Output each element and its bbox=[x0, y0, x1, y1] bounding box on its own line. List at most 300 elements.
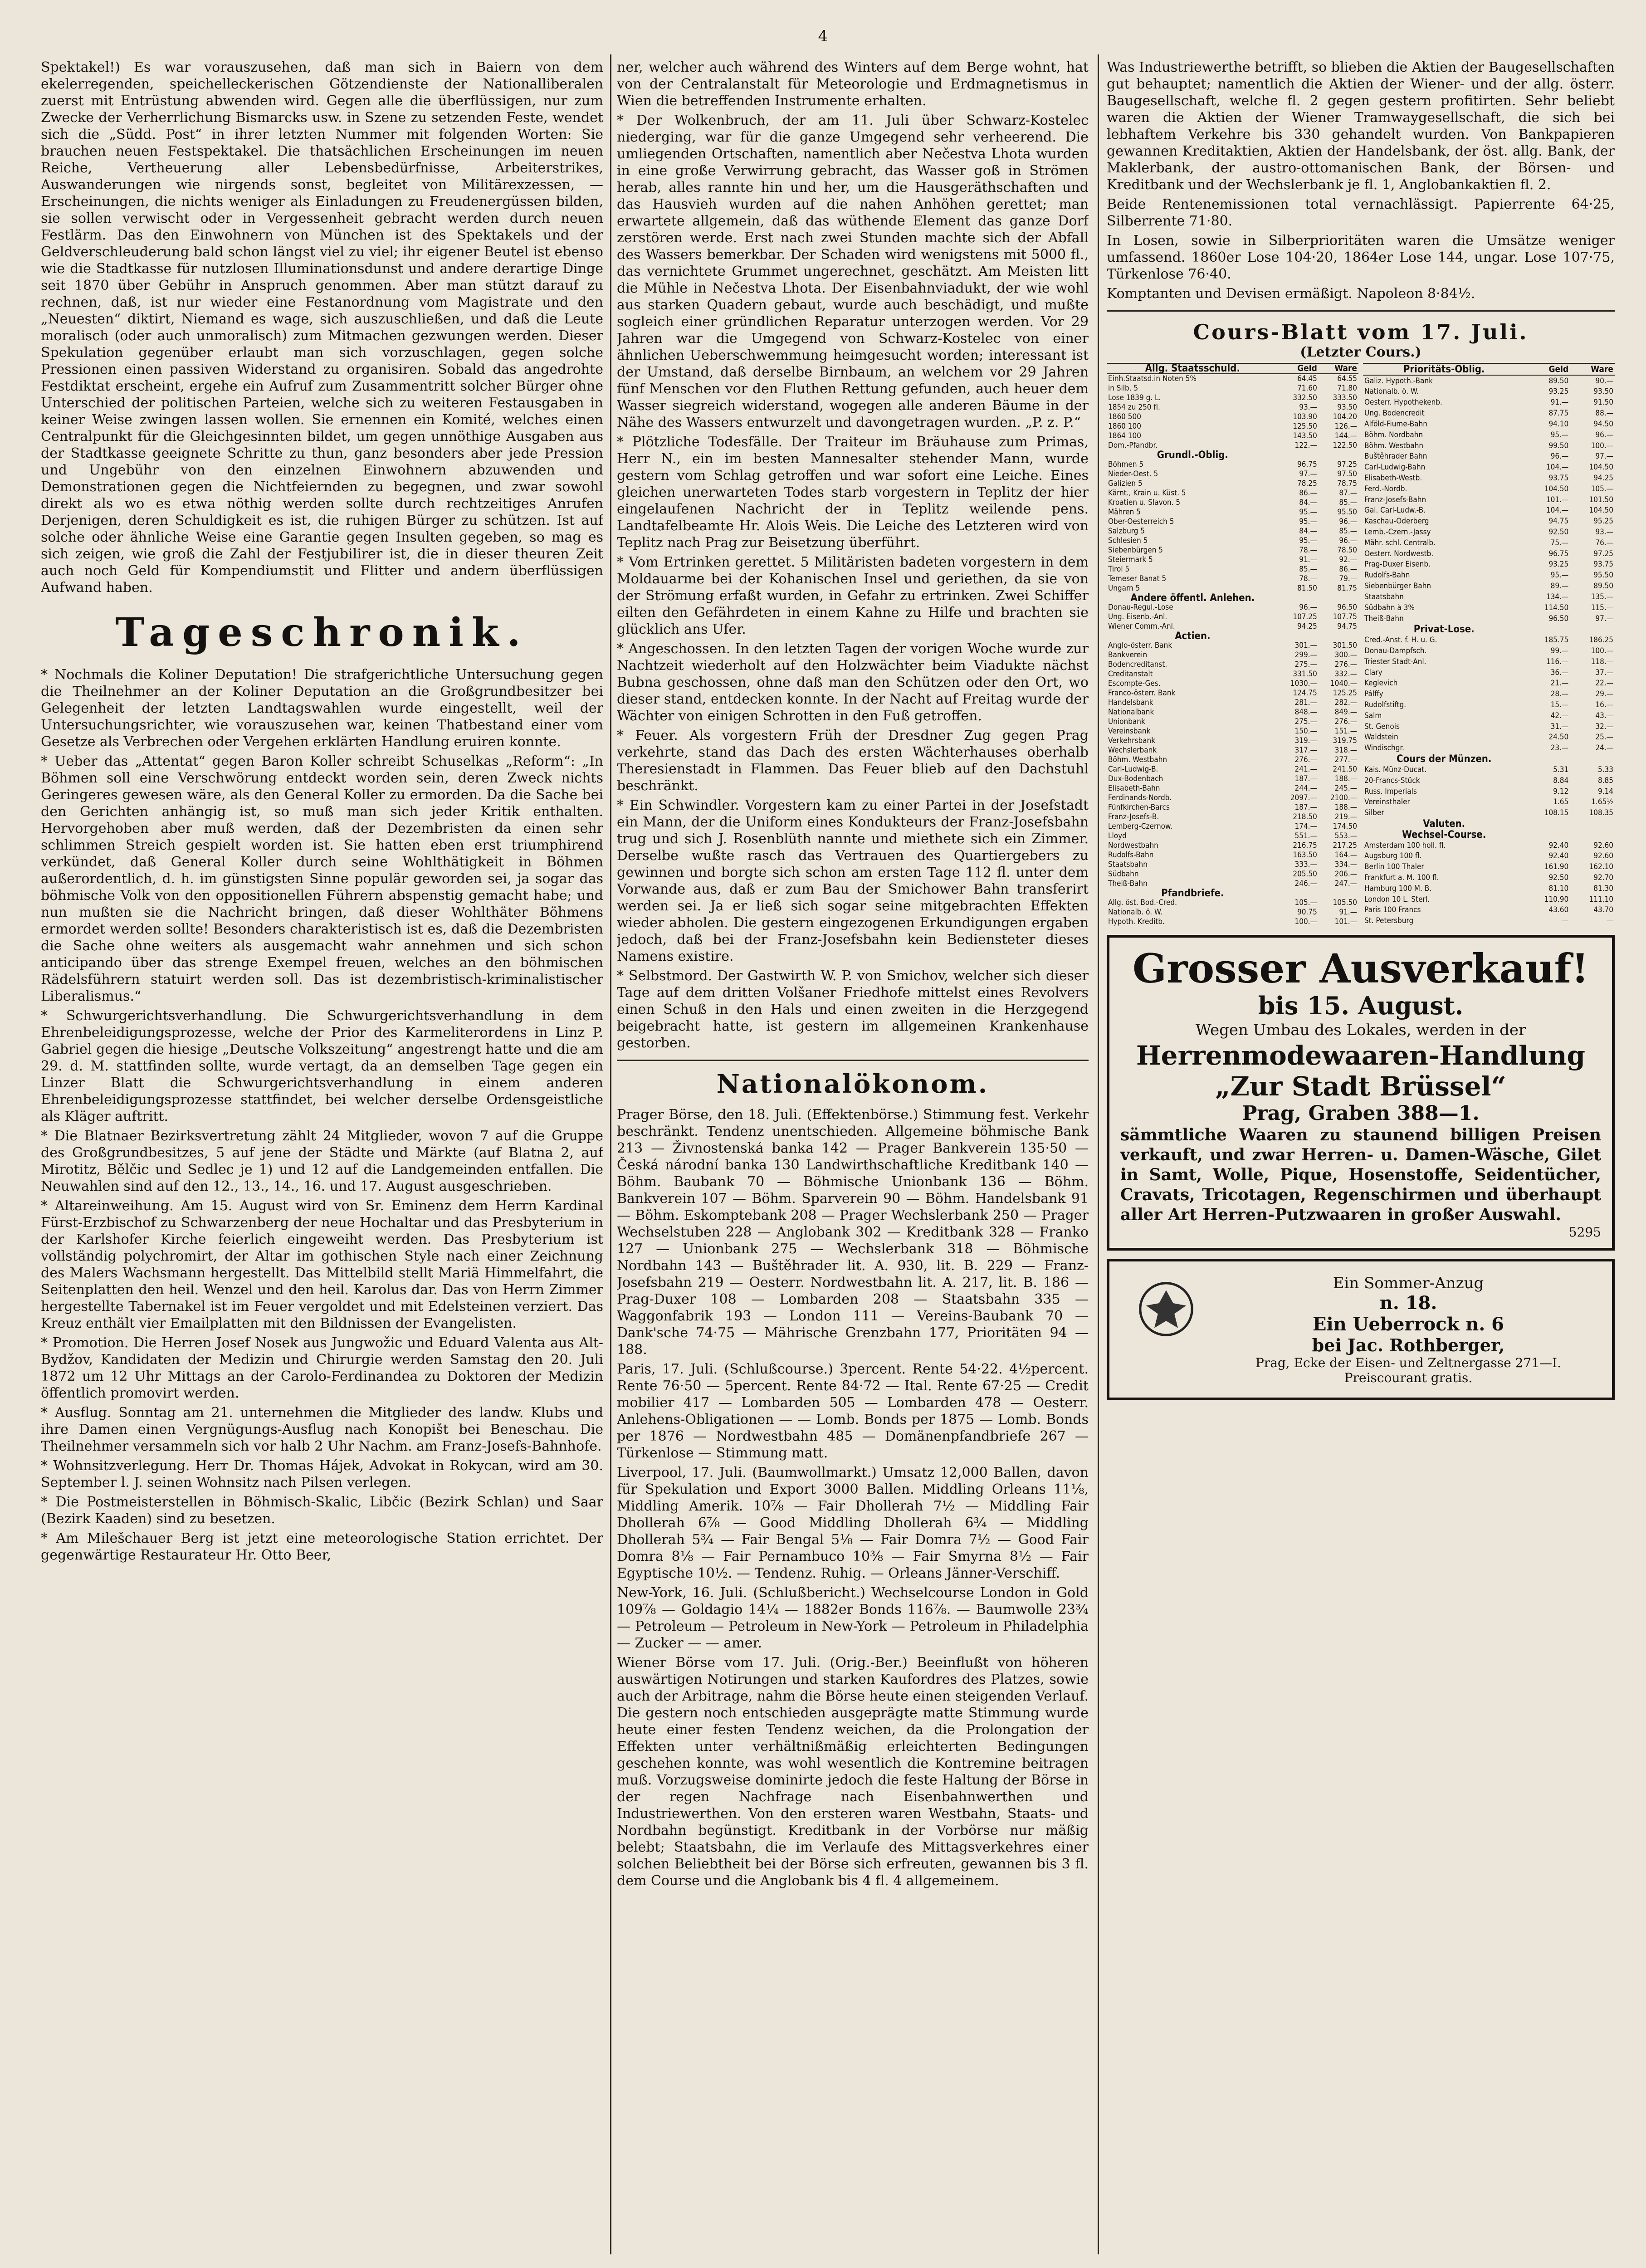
cours-ware: 37.— bbox=[1595, 668, 1613, 677]
cours-geld: 93.— bbox=[1299, 403, 1317, 412]
cours-ware: 553.— bbox=[1334, 831, 1357, 841]
cours-ware: 111.10 bbox=[1589, 894, 1613, 904]
cours-ware: 71.80 bbox=[1337, 384, 1357, 393]
cours-ware: 32.— bbox=[1595, 722, 1613, 731]
cours-ware: 85.— bbox=[1339, 498, 1357, 507]
cours-ware: 101.50 bbox=[1589, 495, 1613, 504]
cours-row bbox=[1363, 916, 1615, 927]
cours-name: Unionbank bbox=[1108, 717, 1145, 726]
cours-ware: 1040.— bbox=[1330, 679, 1357, 688]
article-liverpool: Liverpool, 17. Juli. (Baumwollmarkt.) Umsatz 12,000 Ballen, davon für Spekulation und Export 3000 Ballen. Middling Orleans 11⅛, Middling Amerik. 10⅞ — Fair Dhollerah 7½ — Middling Fair Dhollerah 6⅞ — Good Middling Dhollerah 6¾ — Middling Dhollerah 5¾ — Fair Bengal 5⅛ — Fair Domra 7½ — Good Fair Domra 8⅛ — Fair Pernambuco 10⅜ — Fair Smyrna 8½ — Fair Egyptische 10½. — Tendenz. Ruhig. — Orleans Jänner-Verschiff. bbox=[617, 1465, 1089, 1581]
article-koliner-deputation: * Nochmals die Koliner Deputation! Die strafgerichtliche Untersuchung gegen die Theilnehmer an der Koliner Deputation an die Großgrundbesitzer bei Gelegenheit der letzten Landtagswahlen wurde eingestellt, weil der Untersuchungsrichter, wie vorauszusehen war, keinen Thatbestand einer vom Gesetze als Verbrechen oder Vergehen erklärten Handlung eruiren konnte. bbox=[41, 667, 603, 750]
cours-row bbox=[1363, 538, 1615, 548]
cours-name: Kroatien u. Slavon. 5 bbox=[1108, 498, 1181, 507]
cours-name: Südbahn bbox=[1108, 870, 1139, 879]
cours-row bbox=[1363, 656, 1615, 667]
cours-ware: 93.50 bbox=[1593, 387, 1613, 396]
cours-row bbox=[1107, 755, 1358, 765]
cours-name: Tirol 5 bbox=[1108, 565, 1130, 574]
cours-ware: 96.— bbox=[1339, 536, 1357, 545]
cours-name: Temeser Banat 5 bbox=[1108, 574, 1167, 583]
cours-name: Wechsel-Course. bbox=[1402, 829, 1486, 841]
cours-name: Prag-Duxer Eisenb. bbox=[1364, 560, 1431, 569]
article-attentat-koller: * Ueber das „Attentat“ gegen Baron Koller schreibt Schuselkas „Reform“: „In Böhmen soll eine Verschwörung entdeckt worden sein, deren Zweck nichts Geringeres gewesen wäre, als den General Koller zu ermorden. Da die Sache bei den Gerichten anhängig ist, so muß man sich jeder Kritik enthalten. Hervorgehoben aber muß werden, daß der Dezembristen da einen sehr schlimmen Streich gespielt worden ist. Sie hatten eben erst triumphirend verkündet, daß General Koller durch seine Wohlthätigkeit in Böhmen außerordentlich, d. h. im günstigsten Sinne populär geworden sei, ja sogar das böhmische Volk von den oppositionellen Führern abspenstig gemacht habe; und nun mußten sie die Nachricht bringen, daß dieser Wohlthäter Böhmens ermordet werden sollte! Besonders charakteristisch ist es, daß die Dezembristen die Sache ohne weiters als ausgemacht wahr annehmen und sich schon anticipando über das strenge Exempel freuen, welches an den böhmischen Rädelsführern statuirt werden soll. Das ist dezembristisch-kriminalistischer Liberalismus.“ bbox=[41, 753, 603, 1004]
cours-row bbox=[1107, 565, 1358, 574]
cours-geld: 275.— bbox=[1294, 660, 1317, 669]
cours-geld: 95.— bbox=[1299, 508, 1317, 517]
cours-geld: 246.— bbox=[1294, 879, 1317, 888]
cours-name: Lloyd bbox=[1108, 831, 1127, 841]
cours-name: Frankfurt a. M. 100 fl. bbox=[1364, 873, 1439, 882]
cours-row bbox=[1363, 430, 1615, 440]
cours-geld: 276.— bbox=[1294, 755, 1317, 764]
cours-geld: 101.— bbox=[1546, 495, 1569, 504]
cours-row bbox=[1363, 754, 1615, 765]
ad-ausverkauf bbox=[1107, 935, 1615, 1251]
cours-name: Franz-Josefs-Bahn bbox=[1364, 495, 1426, 504]
cours-geld: 9.12 bbox=[1553, 787, 1569, 796]
cours-ware: 162.10 bbox=[1589, 862, 1613, 872]
cours-name: St. Genois bbox=[1364, 722, 1400, 731]
cours-name: Nationalbank bbox=[1108, 708, 1154, 717]
cours-geld: 71.60 bbox=[1297, 384, 1317, 393]
cours-ware: 104.50 bbox=[1589, 463, 1613, 472]
cours-name: Rudolfs-Bahn bbox=[1108, 850, 1154, 860]
cours-ware: 95.50 bbox=[1337, 508, 1357, 517]
cours-geld: 84.— bbox=[1299, 498, 1317, 507]
cours-name: Keglevich bbox=[1364, 679, 1398, 688]
cours-geld: 92.50 bbox=[1548, 528, 1569, 537]
article-wohnsitz: * Wohnsitzverlegung. Herr Dr. Thomas Hájek, Advokat in Rokycan, wird am 30. September l. J. seinen Wohnsitz nach Pilsen verlegen. bbox=[41, 1458, 603, 1491]
cours-name: Lemberg-Czernow. bbox=[1108, 822, 1172, 831]
cours-row bbox=[1107, 641, 1358, 650]
cours-geld bbox=[1279, 889, 1319, 898]
cours-geld: 99.— bbox=[1550, 646, 1569, 655]
cours-row bbox=[1107, 727, 1358, 736]
cours-row bbox=[1107, 774, 1358, 784]
cours-row bbox=[1107, 393, 1358, 403]
cours-row bbox=[1107, 574, 1358, 584]
cours-geld: 333.— bbox=[1294, 860, 1317, 869]
cours-ware: 241.50 bbox=[1333, 765, 1357, 774]
column-rule-2 bbox=[1098, 54, 1099, 2254]
ad-ausverkauf-address: Prag, Graben 388—1. bbox=[1242, 1102, 1480, 1125]
cours-geld: 332.50 bbox=[1293, 393, 1317, 402]
cours-geld: 42.— bbox=[1550, 711, 1569, 720]
cours-geld bbox=[1525, 829, 1570, 840]
cours-name: 1864 100 bbox=[1108, 431, 1141, 440]
cours-geld: 5.31 bbox=[1553, 765, 1569, 774]
cours-blatt-tables bbox=[1107, 363, 1615, 927]
cours-row bbox=[1363, 873, 1615, 884]
cours-row bbox=[1107, 870, 1358, 879]
cours-geld: 100.— bbox=[1294, 917, 1317, 926]
cours-geld: 36.— bbox=[1550, 668, 1569, 677]
cours-row bbox=[1107, 793, 1358, 803]
cours-name: Cours der Münzen. bbox=[1397, 753, 1492, 765]
cours-geld: 87.75 bbox=[1548, 409, 1569, 418]
cours-row bbox=[1363, 440, 1615, 451]
article-rentenemissionen: Beide Rentenemissionen total vernachlässigt. Papierrente 64·25, Silberrente 71·80. bbox=[1107, 196, 1615, 229]
cours-name: Ung. Bodencredit bbox=[1364, 409, 1425, 418]
cours-geld: 205.50 bbox=[1293, 870, 1317, 879]
cours-ware: 95.25 bbox=[1593, 517, 1613, 526]
cours-ware: 96.50 bbox=[1337, 603, 1357, 612]
cours-row bbox=[1107, 784, 1358, 793]
cours-ware: 319.75 bbox=[1333, 736, 1357, 745]
cours-row bbox=[1107, 841, 1358, 850]
cours-name: Nationalb. ö. W. bbox=[1364, 387, 1419, 396]
cours-geld: 107.25 bbox=[1293, 612, 1317, 621]
cours-geld: 86.— bbox=[1299, 489, 1317, 498]
cours-name: Theiß-Bahn bbox=[1364, 614, 1404, 623]
cours-name: Franco-österr. Bank bbox=[1108, 689, 1176, 698]
cours-name: Steiermark 5 bbox=[1108, 555, 1153, 564]
ad-rothberger bbox=[1107, 1259, 1615, 1400]
cours-geld: 1030.— bbox=[1290, 679, 1317, 688]
cours-row bbox=[1363, 397, 1615, 408]
cours-name: Pálffy bbox=[1364, 689, 1383, 699]
cours-name: Siebenbürgen 5 bbox=[1108, 546, 1163, 555]
cours-name: Verkehrsbank bbox=[1108, 736, 1156, 745]
cours-row bbox=[1107, 363, 1358, 374]
cours-ware bbox=[1570, 819, 1615, 830]
article-festspektakel: Spektakel!) Es war vorauszusehen, daß man sich in Baiern von dem ekelerregenden, speichelleckerischen Götzendienste der Nationalliberalen zuerst mit Entrüstung abwenden wird. Gegen alle die überflüssigen, nur zum Zwecke der Verherrlichung Bismarcks usw. in Szene zu setzenden Feste, wendet sich die „Südd. Post“ in ihrer letzten Nummer mit folgenden Worten: Sie brauchen neuen Festspektakel. Die thatsächlichen Erscheinungen im neuen Reiche, Vertheuerung aller Lebensbedürfnisse, Arbeiterstrikes, Auswanderungen wie nirgends sonst, begleitet von Militärexzessen, — Erscheinungen, die nichts weniger als Einladungen zu Freudenergüssen bilden, sie sollen verwischt oder in Vergessenheit gebracht werden durch neuen Festlärm. Das den Einwohnern von München ist des Spektakels und der Geldverschleuderung bald schon längst viel zu viel; ihr eigener Beutel ist ebenso wie die Stadtkasse für nutzlosen Illuminationsdunst und andere derartige Dinge seit 1870 über Gebühr in Anspruch genommen. Aber man stützt darauf zu rechnen, daß, ist nur wieder eine Festanordnung vom Magistrate und den „Neuesten“ diktirt, Niemand es wage, sich auszuschließen, und daß die Leute moralisch (oder auch unmoralisch) zum Mitmachen gezwungen werden. Dieser Spekulation gegenüber erlaubt man sich vorzuschlagen, gegen solche Pressionen einen passiven Widerstand zu organisiren. Sobald das angedrohte Festdiktat erscheint, ergehe ein Aufruf zum Zusammentritt solcher Bürger ohne Unterschied der politischen Parteien, welche sich zu weiteren Festausgaben in keiner Weise zwingen lassen wollen. Sie ernennen ein Komité, welches einen Centralpunkt für die Gleichgesinnten bildet, um gegen unnöthige Ausgaben aus der Stadtkasse geeignete Schritte zu thun, ganz besonders aber jede Pression und Ungebühr von den einzelnen Einwohnern abzuwenden und Demonstrationen gegen die Nichtfeiernden zu begegnen, und zwar sowohl direkt als wo es etwa nöthig werden sollte durch rechtzeitiges Anrufen Derjenigen, deren Schuldigkeit es ist, die ruhigen Bürger zu schützen. Ist auf solche oder ähnliche Weise eine Garantie gegen Insulten gegeben, so mag es sich zeigen, wie groß die Zahl der Festjubilirer ist, die in dieser theuren Zeit auch noch Geld für Kompendiumstit und Flitter und andern überflüssigen Aufwand haben. bbox=[41, 59, 603, 596]
cours-geld: 95.— bbox=[1550, 571, 1569, 580]
cours-name: Berlin 100 Thaler bbox=[1364, 862, 1424, 872]
cours-row bbox=[1363, 905, 1615, 916]
cours-name: Cred.-Anst. f. H. u. G. bbox=[1364, 635, 1437, 645]
cours-blatt-subtitle: (Letzter Cours.) bbox=[1300, 344, 1421, 360]
cours-row bbox=[1107, 498, 1358, 508]
article-new-york: New-York, 16. Juli. (Schlußbericht.) Wechselcourse London in Gold 109⅞ — Goldagio 14¼ — 1882er Bonds 116⅞. — Baumwolle 23¾ — Petroleum — Petroleum in New-York — Petroleum in Philadelphia — Zucker — — amer. bbox=[617, 1585, 1089, 1651]
cours-row bbox=[1107, 603, 1358, 612]
cours-name: London 10 L. Sterl. bbox=[1364, 894, 1430, 904]
article-devisen: Komptanten und Devisen ermäßigt. Napoleon 8·84⅟₂. bbox=[1107, 286, 1475, 302]
cours-ware: 93.— bbox=[1595, 528, 1613, 537]
cours-row bbox=[1363, 743, 1615, 754]
cours-geld: 78.— bbox=[1299, 546, 1317, 555]
cours-geld: 174.— bbox=[1294, 822, 1317, 831]
cours-ware: 85.— bbox=[1339, 527, 1357, 536]
cours-ware: 97.— bbox=[1595, 614, 1613, 623]
cours-name: Handelsbank bbox=[1108, 698, 1153, 707]
article-altareinweihung: * Altareinweihung. Am 15. August wird von Sr. Eminenz dem Herrn Kardinal Fürst-Erzbischof zu Schwarzenberg der neue Hochaltar und das Presbyterium in der Karlshofer Kirche feierlich eingeweiht werden. Das Presbyterium ist vollständig polychromirt, der Altar im gothischen Style nach einer Zeichnung des Malers Wachsmann hergestellt. Das Mittelbild stellt Mariä Himmelfahrt, die Seitenplatten den heil. Wenzel und den heil. Karolus dar. Das von Herrn Zimmer hergestellte Tabernakel ist im Feuer vergoldet und mit Edelsteinen verziert. Das Kreuz enthält vier Emailplatten mit den Bildnissen der Evangelisten. bbox=[41, 1198, 603, 1331]
cours-name: Salm bbox=[1364, 711, 1382, 720]
cours-name: Wiener Comm.-Anl. bbox=[1108, 622, 1175, 631]
cours-geld: 122.— bbox=[1294, 441, 1317, 450]
cours-geld: 92.40 bbox=[1548, 841, 1569, 850]
cours-name: Nordwestbahn bbox=[1108, 841, 1158, 850]
cours-row bbox=[1363, 786, 1615, 797]
cours-geld: 24.50 bbox=[1548, 733, 1569, 742]
cours-name: Hypoth. Kreditb. bbox=[1108, 917, 1165, 926]
ad-ausverkauf-shop: Herrenmodewaaren-Handlung bbox=[1136, 1040, 1586, 1071]
cours-name: Silber bbox=[1364, 808, 1384, 818]
cours-name: Vereinsthaler bbox=[1364, 797, 1410, 807]
cours-ware: 86.— bbox=[1339, 565, 1357, 574]
cours-name: Böhm. Westbahn bbox=[1108, 755, 1167, 764]
cours-geld: 84.— bbox=[1299, 527, 1317, 536]
ad-ausverkauf-name: „Zur Stadt Brüssel“ bbox=[1215, 1071, 1506, 1102]
cours-ware: 76.— bbox=[1595, 538, 1613, 547]
cours-geld: Geld bbox=[1525, 363, 1570, 375]
cours-geld: 21.— bbox=[1550, 679, 1569, 688]
cours-row bbox=[1107, 612, 1358, 622]
cours-geld: 95.— bbox=[1299, 536, 1317, 545]
cours-ware: 92.60 bbox=[1593, 851, 1613, 861]
cours-geld: 161.90 bbox=[1544, 862, 1569, 872]
cours-geld: 124.75 bbox=[1293, 689, 1317, 698]
cours-row bbox=[1107, 736, 1358, 746]
cours-name: 1860 100 bbox=[1108, 422, 1141, 431]
column-rule-1 bbox=[610, 54, 611, 2254]
cours-ware: 64.55 bbox=[1337, 374, 1357, 383]
cours-name: Allg. öst. Bod.-Cred. bbox=[1108, 898, 1177, 907]
cours-row bbox=[1363, 581, 1615, 592]
cours-row bbox=[1363, 808, 1615, 819]
cours-row bbox=[1107, 517, 1358, 527]
cours-name: Russ. Imperials bbox=[1364, 787, 1417, 796]
cours-blatt-title: Cours-Blatt vom 17. Juli. bbox=[1193, 320, 1529, 344]
cours-geld: 114.50 bbox=[1544, 603, 1569, 612]
cours-geld: 96.50 bbox=[1548, 614, 1569, 623]
article-ausflug: * Ausflug. Sonntag am 21. unternehmen die Mitglieder des landw. Klubs und ihre Damen einen Vergnügungs-Ausflug nach Konopišt bei Beneschau. Die Theilnehmer versammeln sich vor halb 2 Uhr Nachm. am Franz-Josefs-Bahnhofe. bbox=[41, 1405, 603, 1454]
cours-name: Oesterr. Nordwestb. bbox=[1364, 549, 1434, 558]
cours-row bbox=[1107, 689, 1358, 698]
cours-row bbox=[1107, 850, 1358, 860]
cours-geld: 163.50 bbox=[1293, 850, 1317, 860]
cours-geld: 110.90 bbox=[1544, 894, 1569, 904]
cours-ware: 92.— bbox=[1339, 555, 1357, 564]
cours-row bbox=[1107, 717, 1358, 727]
cours-row bbox=[1363, 473, 1615, 484]
cours-name: Amsterdam 100 holl. fl. bbox=[1364, 841, 1446, 850]
cours-geld: 95.— bbox=[1299, 517, 1317, 526]
cours-name: Galizien 5 bbox=[1108, 479, 1143, 488]
cours-row bbox=[1107, 746, 1358, 755]
cours-ware: 5.33 bbox=[1597, 765, 1613, 774]
cours-name: Fünfkirchen-Barcs bbox=[1108, 803, 1170, 812]
cours-ware: 91.50 bbox=[1593, 398, 1613, 407]
cours-geld: 97.— bbox=[1299, 469, 1317, 479]
cours-geld: 1.65 bbox=[1553, 797, 1569, 807]
cours-geld: 103.90 bbox=[1293, 412, 1317, 421]
cours-name: Privat-Lose. bbox=[1413, 624, 1475, 635]
cours-row bbox=[1363, 559, 1615, 570]
cours-row bbox=[1363, 591, 1615, 602]
cours-ware: 90.— bbox=[1595, 376, 1613, 386]
cours-ware: 277.— bbox=[1334, 755, 1357, 764]
cours-name: Ober-Oesterreich 5 bbox=[1108, 517, 1174, 526]
cours-row bbox=[1363, 700, 1615, 711]
cours-ware: 79.— bbox=[1339, 574, 1357, 583]
cours-row bbox=[1107, 898, 1358, 908]
cours-geld: 116.— bbox=[1546, 657, 1569, 666]
cours-row bbox=[1107, 698, 1358, 708]
cours-name: Oesterr. Hypothekenb. bbox=[1364, 398, 1442, 407]
cours-name: in Silb. 5 bbox=[1108, 384, 1138, 393]
cours-ware: 108.35 bbox=[1589, 808, 1613, 818]
cours-row bbox=[1363, 883, 1615, 894]
cours-geld: — bbox=[1561, 916, 1569, 926]
cours-name: Wechslerbank bbox=[1108, 746, 1157, 755]
cours-row bbox=[1107, 450, 1358, 460]
cours-geld: 96.75 bbox=[1297, 460, 1317, 469]
cours-ware: 91.— bbox=[1339, 908, 1357, 917]
cours-name: Allg. Staatsschuld. bbox=[1107, 363, 1279, 374]
cours-ware: 333.50 bbox=[1333, 393, 1357, 402]
article-wolkenbruch: * Der Wolkenbruch, der am 11. Juli über Schwarz-Kostelec niederging, war für die ganze Umgegend sehr verheerend. Die umliegenden Ortschaften, namentlich aber Nečestva Lhota wurden in eine große Verwirrung gebracht, das Wasser goß in Strömen herab, alles rannte hin und her, um die Hausgeräthschaften und das Hausvieh wurden auf die nahen Anhöhen gerettet; man erwartete allgemein, daß das wüthende Element das ganze Dorf zerstören werde. Erst nach zwei Stunden machte sich der Abfall des Wassers bemerkbar. Der Schaden wird wenigstens mit 5000 fl., das vernichtete Grummet ungerechnet, geschätzt. Am Meisten litt die Mühle in Nečestva Lhota. Der Eisenbahnviadukt, der wie wohl aus starken Quadern gebaut, wurde auch beschädigt, und mußte sogleich einer gründlichen Reparatur unterzogen werden. Vor 29 Jahren war die Umgegend von Schwarz-Kostelec von einer ähnlichen Ueberschwemmung heimgesucht worden; interessant ist der Umstand, daß derselbe Birnbaum, an welchem vor 29 Jahren fünf Menschen vor den Fluthen Rettung gefunden, auch heuer dem Wasser siegreich widerstand, wogegen alle anderen Bäume in der Nähe des Wassers entwurzelt und davongetragen wurden. „P. z. P.“ bbox=[617, 112, 1089, 430]
cours-geld: 89.50 bbox=[1548, 376, 1569, 386]
cours-name: Gal. Carl-Ludw.-B. bbox=[1364, 506, 1426, 515]
cours-ware: 100.— bbox=[1591, 441, 1613, 450]
cours-geld: 93.25 bbox=[1548, 387, 1569, 396]
cours-row bbox=[1363, 462, 1615, 473]
section-heading-nationaloekonom: Nationalökonom. bbox=[716, 1069, 989, 1099]
cours-row bbox=[1107, 536, 1358, 546]
cours-row bbox=[1107, 403, 1358, 412]
cours-name: Donau-Regul.-Lose bbox=[1108, 603, 1173, 612]
cours-name: Kärnt., Krain u. Küst. 5 bbox=[1108, 489, 1186, 498]
cours-ware: 318.— bbox=[1334, 746, 1357, 755]
cours-ware: 29.— bbox=[1595, 689, 1613, 699]
cours-row bbox=[1107, 460, 1358, 469]
cours-ware: 81.75 bbox=[1337, 584, 1357, 593]
cours-row bbox=[1107, 374, 1358, 384]
cours-ware: 217.25 bbox=[1333, 841, 1357, 850]
cours-ware: 245.— bbox=[1334, 784, 1357, 793]
cours-name: Ferd.-Nordb. bbox=[1364, 484, 1407, 494]
cours-ware: 105.50 bbox=[1333, 898, 1357, 907]
cours-name: Creditanstalt bbox=[1108, 670, 1153, 679]
cours-ware: 22.— bbox=[1595, 679, 1613, 688]
cours-name: Franz-Josefs-B. bbox=[1108, 812, 1159, 821]
cours-name: St. Petersburg bbox=[1364, 916, 1414, 926]
cours-geld bbox=[1525, 624, 1570, 635]
cours-row bbox=[1363, 689, 1615, 700]
ad-ausverkauf-title: Grosser Ausverkauf! bbox=[1132, 945, 1589, 992]
cours-geld: 143.50 bbox=[1293, 431, 1317, 440]
cours-ware: 8.85 bbox=[1597, 776, 1613, 785]
cours-geld: 134.— bbox=[1546, 592, 1569, 601]
cours-geld: 185.75 bbox=[1544, 635, 1569, 645]
cours-ware: 94.75 bbox=[1337, 622, 1357, 631]
cours-row bbox=[1363, 613, 1615, 624]
cours-geld: 85.— bbox=[1299, 565, 1317, 574]
cours-name: Staatsbahn bbox=[1364, 592, 1404, 601]
cours-row bbox=[1363, 484, 1615, 494]
cours-name: Triester Stadt-Anl. bbox=[1364, 657, 1426, 666]
cours-name: Südbahn à 3% bbox=[1364, 603, 1415, 612]
cours-row bbox=[1363, 894, 1615, 905]
cours-ware: 247.— bbox=[1334, 879, 1357, 888]
cours-geld: 281.— bbox=[1294, 698, 1317, 707]
cours-row bbox=[1107, 555, 1358, 565]
cours-row bbox=[1363, 840, 1615, 851]
ad-rothberger-l6: Preiscourant gratis. bbox=[1344, 1370, 1473, 1385]
cours-ware bbox=[1570, 754, 1615, 765]
cours-row bbox=[1107, 508, 1358, 517]
cours-row bbox=[1363, 527, 1615, 538]
cours-name: Nieder-Oest. 5 bbox=[1108, 469, 1158, 479]
cours-ware: 188.— bbox=[1334, 774, 1357, 783]
cours-ware: 25.— bbox=[1595, 733, 1613, 742]
cours-row bbox=[1107, 422, 1358, 431]
cours-geld: 317.— bbox=[1294, 746, 1317, 755]
cours-geld: 125.50 bbox=[1293, 422, 1317, 431]
cours-name: Waldstein bbox=[1364, 733, 1398, 742]
cours-geld: 64.45 bbox=[1297, 374, 1317, 383]
cours-row bbox=[1107, 679, 1358, 689]
cours-ware: 96.— bbox=[1595, 430, 1613, 440]
cours-row bbox=[1107, 765, 1358, 774]
cours-name: Paris 100 Francs bbox=[1364, 905, 1421, 915]
cours-name: Siebenbürger Bahn bbox=[1364, 582, 1431, 591]
cours-geld: 2097.— bbox=[1290, 793, 1317, 802]
cours-ware: 93.50 bbox=[1337, 403, 1357, 412]
cours-geld: 96.75 bbox=[1548, 549, 1569, 558]
cours-name: Prioritäts-Oblig. bbox=[1363, 363, 1525, 375]
cours-name: Rudolfs-Bahn bbox=[1364, 571, 1410, 580]
cours-row bbox=[1107, 412, 1358, 422]
column-3 bbox=[1107, 59, 1615, 2250]
cours-geld: 15.— bbox=[1550, 700, 1569, 709]
cours-geld: 218.50 bbox=[1293, 812, 1317, 821]
cours-ware: 87.— bbox=[1339, 489, 1357, 498]
cours-name: Ferdinands-Nordb. bbox=[1108, 793, 1172, 802]
column-2 bbox=[617, 59, 1089, 2250]
article-milleschauer: * Am Milešchauer Berg ist jetzt eine meteorologische Station errichtet. Der gegenwärtige Restaurateur Hr. Otto Beer, bbox=[41, 1530, 603, 1563]
cours-row bbox=[1107, 441, 1358, 450]
cours-table-right bbox=[1363, 363, 1615, 927]
cours-ware: 95.50 bbox=[1593, 571, 1613, 580]
cours-row bbox=[1107, 384, 1358, 393]
cours-name: Böhm. Westbahn bbox=[1364, 441, 1424, 450]
cours-geld: 299.— bbox=[1294, 650, 1317, 660]
cours-geld: 89.— bbox=[1550, 582, 1569, 591]
cours-geld: 241.— bbox=[1294, 765, 1317, 774]
cours-row bbox=[1363, 408, 1615, 419]
article-schwurgericht: * Schwurgerichtsverhandlung. Die Schwurgerichtsverhandlung in dem Ehrenbeleidigungsprozesse, welche der Prior des Karmeliterordens in Linz P. Gabriel gegen die hiesige „Deutsche Volkszeitung“ angestrengt hatte und die am 29. d. M. stattfinden sollte, wurde vertagt, da an demselben Tage gegen ein Linzer Blatt die Schwurgerichtsverhandlung in einem anderen Ehrenbeleidigungsprozesse stattfindet, bei welcher derselbe Ordensgeistliche als Kläger auftritt. bbox=[41, 1008, 603, 1124]
cours-row bbox=[1363, 710, 1615, 721]
cours-ware: 24.— bbox=[1595, 743, 1613, 753]
cours-row bbox=[1107, 479, 1358, 489]
cours-row bbox=[1107, 593, 1358, 603]
cours-name: Dux-Bodenbach bbox=[1108, 774, 1163, 783]
cours-ware: 81.30 bbox=[1593, 884, 1613, 893]
cours-ware: 16.— bbox=[1595, 700, 1613, 709]
cours-name: Mähren 5 bbox=[1108, 508, 1141, 517]
article-ertrinken: * Vom Ertrinken gerettet. 5 Militäristen badeten vorgestern in dem Moldauarme bei der Kohanischen Insel und geriethen, da sie von der Strömung erfaßt wurden, in Gefahr zu ertrinken. Zwei Schiffer eilten den Gefährdeten in einem Kahne zu Hilfe und brachten sie glücklich ans Ufer. bbox=[617, 554, 1089, 637]
cours-name: Kaschau-Oderberg bbox=[1364, 517, 1429, 526]
cours-name: 1860 500 bbox=[1108, 412, 1141, 421]
cours-geld: 331.50 bbox=[1293, 670, 1317, 679]
cours-name: Vereinsbank bbox=[1108, 727, 1151, 736]
article-milleschauer-cont: ner, welcher auch während des Winters auf dem Berge wohnt, hat von der Centralanstalt für Meteorologie und Erdmagnetismus in Wien die betreffenden Instrumente erhalten. bbox=[617, 59, 1089, 109]
cours-geld bbox=[1525, 754, 1570, 765]
cours-row bbox=[1107, 803, 1358, 812]
cours-name: 1854 zu 250 fl. bbox=[1108, 403, 1160, 412]
cours-name: Böhm. Nordbahn bbox=[1364, 430, 1423, 440]
cours-geld: 108.15 bbox=[1544, 808, 1569, 818]
cours-name: Lose 1839 g. L. bbox=[1108, 393, 1161, 402]
cours-ware: 97.— bbox=[1595, 452, 1613, 461]
cours-geld: 23.— bbox=[1550, 743, 1569, 753]
cours-ware: — bbox=[1606, 916, 1613, 926]
section-heading-tageschronik: Tageschronik. bbox=[115, 610, 529, 655]
cours-ware: 101.— bbox=[1334, 917, 1357, 926]
